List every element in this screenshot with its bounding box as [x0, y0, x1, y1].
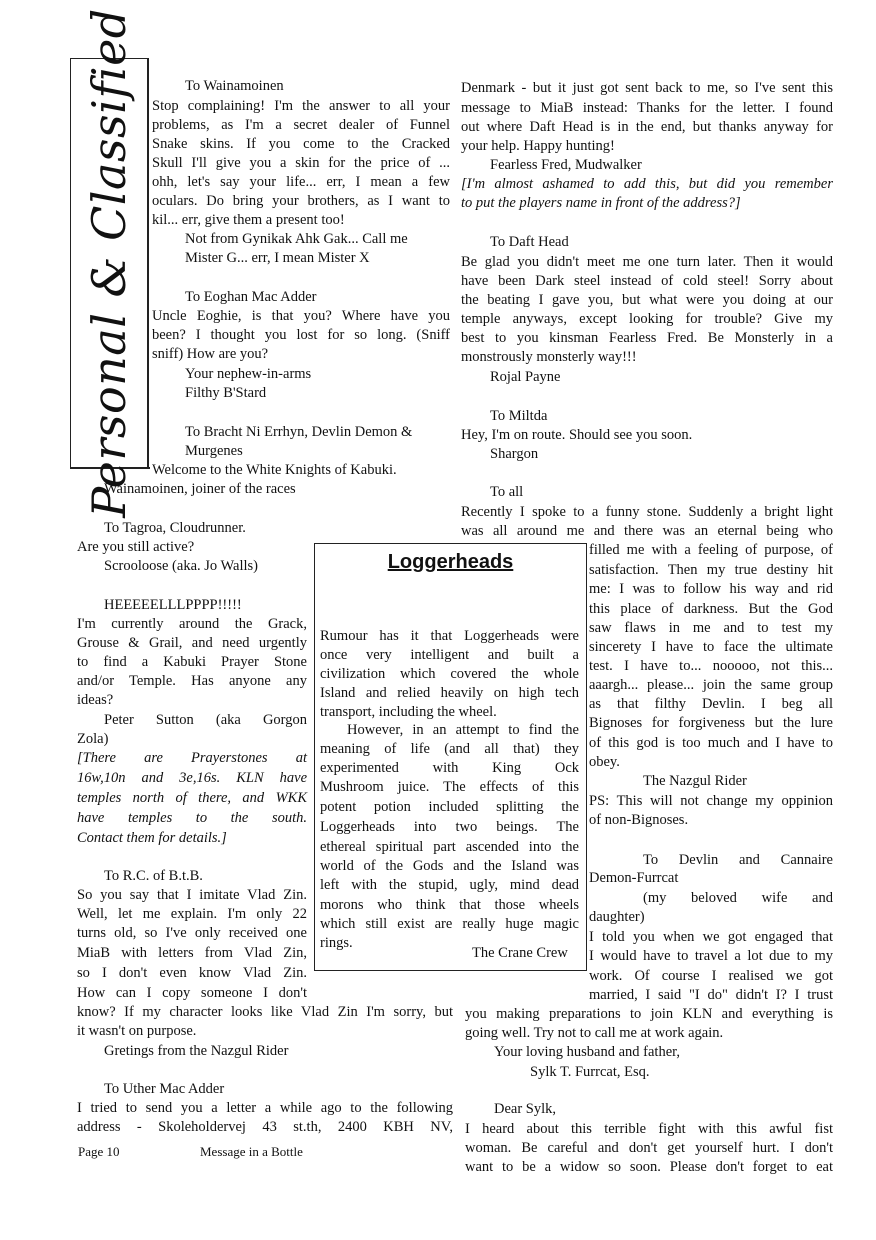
- text-line: Demon-Furrcat: [589, 870, 679, 886]
- text-line: Snake skins. If you come to the Cracked: [152, 136, 450, 152]
- text-line: aaargh... please... join the same group: [589, 677, 833, 693]
- text-line: Fearless Fred, Mudwalker: [490, 157, 642, 173]
- text-line: of this god is too much and I have to: [589, 735, 833, 751]
- text-line: To all: [490, 484, 524, 500]
- text-line: know? If my character looks like Vlad Zin I'm sorry, but: [77, 1004, 453, 1020]
- text-line: rings.: [320, 935, 353, 951]
- text-line: Not from Gynikak Ahk Gak... Call me: [185, 231, 408, 247]
- text-line: meaning of life (and all that) they: [320, 741, 579, 757]
- text-line: How can I copy someone I don't: [77, 985, 307, 1001]
- text-line: sniff) How are you?: [152, 346, 269, 362]
- text-line: as that filthy Devlin. I beg all: [589, 696, 833, 712]
- text-line: I tried to send you a letter a while ago to the following: [77, 1100, 453, 1116]
- text-line: temples north of there, and WKK: [77, 790, 307, 806]
- banner-divider: [147, 58, 149, 468]
- text-line: going well. Try not to call me at work again.: [465, 1025, 724, 1041]
- text-line: oculars. Do bring your brothers, as I want to: [152, 193, 450, 209]
- text-line: out where Daft Head is in the end, but thanks anyway for: [461, 119, 833, 135]
- text-line: morons who think that those wheels: [320, 897, 579, 913]
- text-line: experimented with King Ock: [320, 760, 579, 776]
- text-line: you making preparations to join KLN and everything is: [465, 1006, 833, 1022]
- text-line: me: I was to follow his way and rid: [589, 581, 833, 597]
- text-line: [There are Prayerstones at: [77, 750, 307, 766]
- text-line: Bignoses for forgiveness but the lure: [589, 715, 833, 731]
- text-line: woman. Be careful and don't get yourself hurt. I don't: [465, 1140, 833, 1156]
- text-line: of non-Bignoses.: [589, 812, 689, 828]
- text-line: Your nephew-in-arms: [185, 366, 312, 382]
- text-line: Mushroom juice. The effects of this: [320, 779, 579, 795]
- text-line: message to MiaB instead: Thanks for the letter. I found: [461, 100, 833, 116]
- text-line: I would have to travel a lot due to my: [589, 948, 833, 964]
- text-line: To Daft Head: [490, 234, 569, 250]
- loggerheads-title: Loggerheads: [387, 551, 514, 573]
- text-line: transport, including the wheel.: [320, 704, 497, 720]
- text-line: To Bracht Ni Errhyn, Devlin Demon &: [185, 424, 413, 440]
- text-line: ideas?: [77, 692, 114, 708]
- text-line: Island and relied heavily on high tech: [320, 685, 579, 701]
- text-line: sincerety I have to face the ultimate: [589, 639, 833, 655]
- text-line: turns old, so I've only received one: [77, 925, 307, 941]
- text-line: problems, as I'm a secret dealer of Funnel: [152, 117, 450, 133]
- text-line: Are you still active?: [77, 539, 195, 555]
- text-line: Stop complaining! I'm the answer to all your: [152, 98, 450, 114]
- text-line: monstrously monsterly way!!!: [461, 349, 637, 365]
- text-line: Welcome to the White Knights of Kabuki.: [152, 462, 397, 478]
- text-line: [I'm almost ashamed to add this, but did you remember: [461, 176, 833, 192]
- text-line: Denmark - but it just got sent back to me, so I've sent this: [461, 80, 833, 96]
- text-line: To Devlin and Cannaire: [643, 852, 833, 868]
- text-line: have been Dark steel instead of cold steel! Sorry about: [461, 273, 833, 289]
- text-line: best to you kinsman Fearless Fred. Be Monsterly in a: [461, 330, 833, 346]
- text-line: left with the stupid, ugly, mind dead: [320, 877, 579, 893]
- text-line: address - Skoleholdervej 43 st.th, 2400 KBH NV,: [77, 1119, 453, 1135]
- text-line: Filthy B'Stard: [185, 385, 267, 401]
- text-line: to find a Kabuki Prayer Stone: [77, 654, 307, 670]
- text-line: and/or Temple. Has anyone any: [77, 673, 307, 689]
- text-line: The Nazgul Rider: [643, 773, 747, 789]
- text-line: daughter): [589, 909, 645, 925]
- text-line: I told you when we got engaged that: [589, 929, 833, 945]
- text-line: saw flaws in me and to test my: [589, 620, 833, 636]
- text-line: Shargon: [490, 446, 539, 462]
- text-line: Uncle Eoghie, is that you? Where have you: [152, 308, 450, 324]
- text-line: been? I thought you lost for so long. (Sniff: [152, 327, 450, 343]
- text-line: so I don't even know Vlad Zin.: [77, 965, 307, 981]
- loggerheads-signature: The Crane Crew: [472, 945, 568, 961]
- text-line: the beating I gave you, but what were you doing at our: [461, 292, 833, 308]
- text-line: work. Of course I realised we got: [589, 968, 833, 984]
- text-line: Sylk T. Furrcat, Esq.: [530, 1064, 650, 1080]
- text-line: ethereal spiritual part ascended into the: [320, 839, 579, 855]
- text-line: Loggerheads into two beings. The: [320, 819, 579, 835]
- text-line: which still exist are really huge magic: [320, 916, 579, 932]
- text-line: Recently I spoke to a funny stone. Suddenly a bright light: [461, 504, 833, 520]
- text-line: obey.: [589, 754, 620, 770]
- text-line: Mister G... err, I mean Mister X: [185, 250, 370, 266]
- text-line: married, I said "I do" didn't I? I trust: [589, 987, 833, 1003]
- text-line: Wainamoinen, joiner of the races: [104, 481, 296, 497]
- text-line: Gretings from the Nazgul Rider: [104, 1043, 289, 1059]
- text-line: MiaB with letters from Vlad Zin,: [77, 945, 307, 961]
- text-line: potent potion included splitting the: [320, 799, 579, 815]
- text-line: To Uther Mac Adder: [104, 1081, 225, 1097]
- text-line: test. I have to... nooooo, not this...: [589, 658, 833, 674]
- text-line: world of the Gods and the Island was: [320, 858, 579, 874]
- text-line: ohh, let's say your life... err, I mean a few: [152, 174, 450, 190]
- text-line: Your loving husband and father,: [494, 1044, 681, 1060]
- text-line: To Wainamoinen: [185, 78, 284, 94]
- text-line: Hey, I'm on route. Should see you soon.: [461, 427, 693, 443]
- text-line: (my beloved wife and: [643, 890, 833, 906]
- text-line: Well, let me explain. I'm only 22: [77, 906, 307, 922]
- text-line: want to be a widow so soon. Please don't forget to eat: [465, 1159, 833, 1175]
- text-line: it wasn't on purpose.: [77, 1023, 197, 1039]
- text-line: have temples to the south.: [77, 810, 307, 826]
- publication-name: Message in a Bottle: [200, 1144, 303, 1159]
- text-line: your help. Happy hunting!: [461, 138, 615, 154]
- text-line: satisfaction. Then my true destiny hit: [589, 562, 833, 578]
- text-line: filled me with a feeling of purpose, of: [589, 542, 833, 558]
- text-line: However, in an attempt to find the: [347, 722, 579, 738]
- text-line: once very intelligent and built a: [320, 647, 579, 663]
- text-line: 16w,10n and 3e,16s. KLN have: [77, 770, 307, 786]
- text-line: I heard about this terrible fight with this awful fist: [465, 1121, 833, 1137]
- text-line: I'm currently around the Grack,: [77, 616, 307, 632]
- text-line: civilization which covered the whole: [320, 666, 579, 682]
- text-line: Be glad you didn't meet me one turn later. Then it would: [461, 254, 833, 270]
- text-line: kil... err, give them a present too!: [152, 212, 345, 228]
- text-line: Dear Sylk,: [494, 1101, 557, 1117]
- text-line: To Eoghan Mac Adder: [185, 289, 317, 305]
- text-line: To Miltda: [490, 408, 548, 424]
- text-line: PS: This will not change my oppinion: [589, 793, 833, 809]
- text-line: HEEEEELLLPPPP!!!!!: [104, 597, 242, 613]
- text-line: Rumour has it that Loggerheads were: [320, 628, 579, 644]
- text-line: Contact them for details.]: [77, 830, 227, 846]
- text-line: To R.C. of B.t.B.: [104, 868, 203, 884]
- text-line: Scrooloose (aka. Jo Walls): [104, 558, 259, 574]
- text-line: Zola): [77, 731, 109, 747]
- text-line: To Tagroa, Cloudrunner.: [104, 520, 246, 536]
- text-line: was all around me and there was an eternal being who: [461, 523, 833, 539]
- text-line: this place of darkness. But the God: [589, 601, 833, 617]
- page-number: Page 10: [78, 1144, 120, 1159]
- text-line: So you say that I imitate Vlad Zin.: [77, 887, 307, 903]
- text-line: Rojal Payne: [490, 369, 561, 385]
- text-line: Peter Sutton (aka Gorgon: [104, 712, 307, 728]
- text-line: temple anyways, except looking for trouble? Give my: [461, 311, 833, 327]
- text-line: Skull I'll give you a skin for the price of ...: [152, 155, 450, 171]
- text-line: to put the players name in front of the address?]: [461, 195, 741, 211]
- text-line: Murgenes: [185, 443, 243, 459]
- text-line: Grouse & Grail, and need urgently: [77, 635, 307, 651]
